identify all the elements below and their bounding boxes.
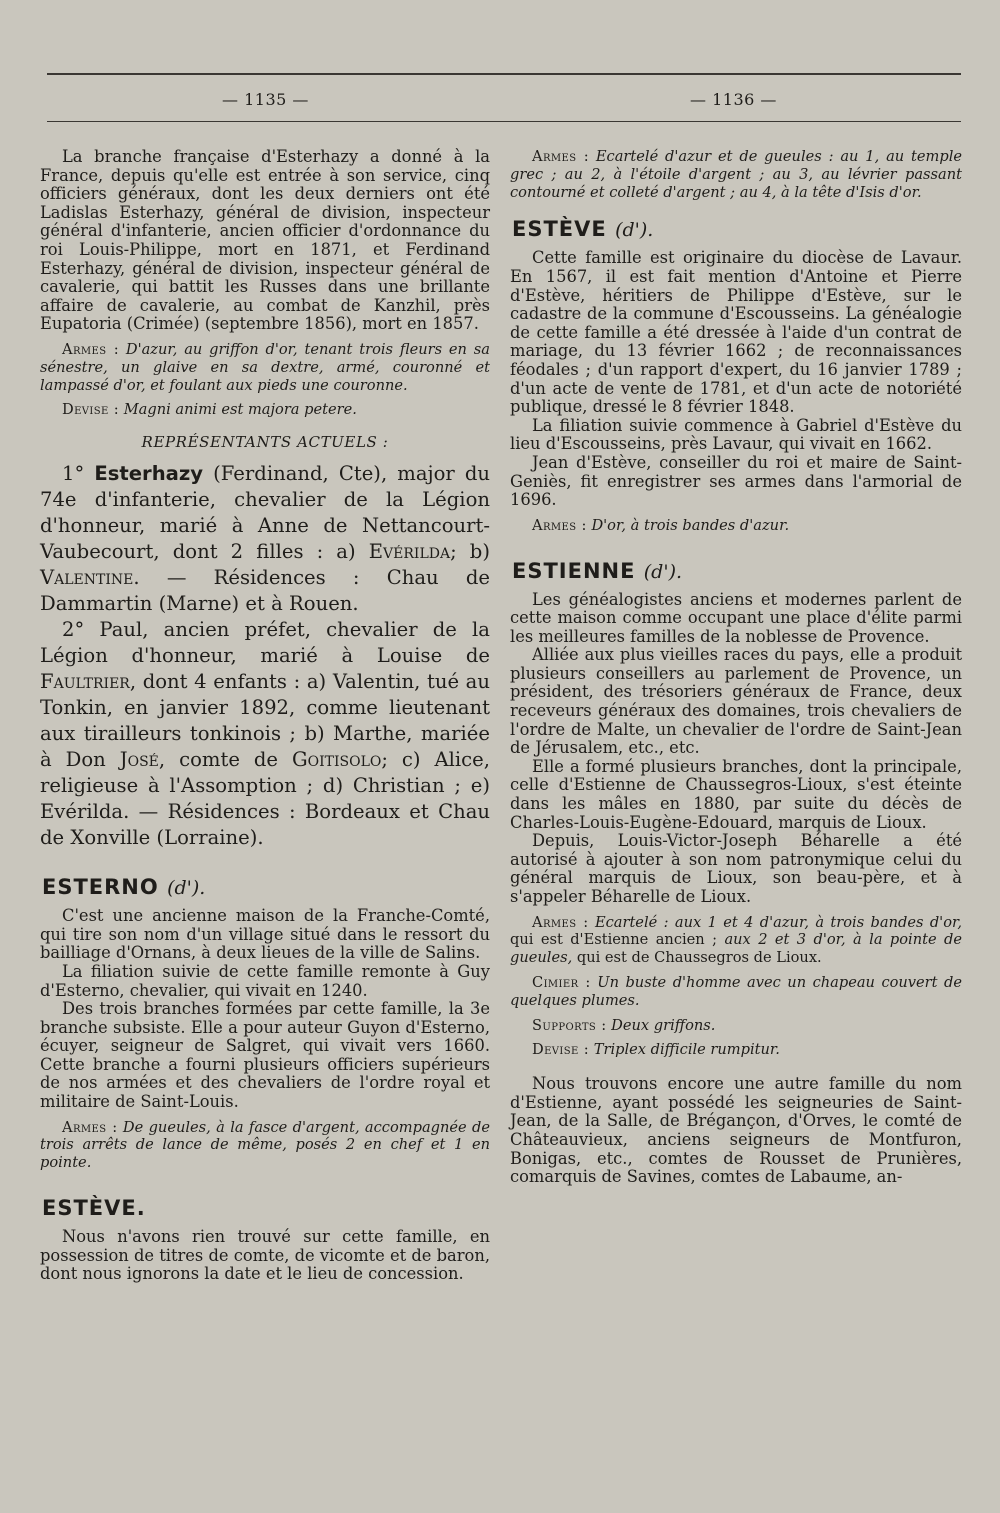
esterno-armes-label: Armes : (62, 1118, 118, 1136)
esteve-paragraph: Nous n'avons rien trouvé sur cette famille, en possession de titres de comte, de vicomte et de baron, dont nous ignorons la date et le lieu de concession. (40, 1227, 490, 1284)
rep1-child-2: Valentine. (40, 566, 140, 590)
supports-text: Deux griffons. (611, 1016, 716, 1034)
esteve-d-paragraph-2: La filiation suivie commence à Gabriel d'Estève du lieu d'Escousseins, près Lavaur, qui vivait en 1662. (510, 415, 962, 454)
estienne-paragraph-1: Les généalogistes anciens et modernes parlent de cette maison comme occupant une place d'élite parmi les meilleures familles de la noblesse de Provence. (510, 589, 962, 646)
estienne-particle: (d'). (643, 560, 683, 583)
rep2-text-d: ; c) Alice, religieuse à l'Assomption ; d) Christian ; e) Evérilda. — Résidences : Bordeaux et Chau de Xonville (Lorraine). (40, 748, 490, 850)
estienne-final-paragraph: Nous trouvons encore une autre famille du nom d'Estienne, ayant possédé les seigneuries de Saint-Jean, de la Salle, de Brégançon, d'Orves, le comté de Châteauvieux, anciens seigneurs de Montfuron, Bonigas, etc., comtes de Rousset de Prunières, comarquis de Savines, comtes de Labaume, an- (510, 1074, 962, 1187)
page-number-left: — 1135 — (222, 90, 309, 109)
esterno-heading (42, 875, 490, 899)
rep2-sc-2: José, (119, 748, 166, 772)
esteve-d-armes (510, 517, 962, 535)
header-rule-bottom (47, 121, 961, 122)
esterno-armes-text: De gueules, à la fasce d'argent, accompagnée de trois arrêts de lance de même, posés 2 en chef et 1 en pointe. (40, 1118, 490, 1172)
esterno-title: ESTERNO (42, 875, 159, 900)
devise-label: Devise : (62, 401, 120, 419)
esteve-d-paragraph-3: Jean d'Estève, conseiller du roi et maire de Saint-Geniès, fit enregistrer ses armes dans l'armorial de 1696. (510, 452, 962, 510)
representants-heading: REPRÉSENTANTS ACTUELS : (141, 433, 389, 452)
right-top-armes (510, 148, 962, 201)
esteve-d-heading (512, 217, 962, 241)
esterno-paragraph-1: C'est une ancienne maison de la Franche-Comté, qui tire son nom d'un village situé dans le ressort du bailliage d'Ornans, à deux lieues de la ville de Salins. (40, 906, 490, 963)
right-armes-text: Ecartelé d'azur et de gueules : au 1, au temple grec ; au 2, à l'étoile d'argent ; au 3, au lévrier passant contourné et colleté d'argent ; au 4, à la tête d'Isis d'or. (510, 148, 962, 201)
esterhazy-armes (40, 341, 490, 394)
estienne-armes-d: qui est de Chaussegros de Lioux. (576, 949, 822, 967)
supports-label: Supports : (532, 1016, 607, 1034)
devise-text: Magni animi est majora petere. (123, 401, 357, 419)
left-column (40, 148, 490, 1284)
estienne-supports (510, 1017, 962, 1035)
armes-text: D'azur, au griffon d'or, tenant trois fleurs en sa sénestre, un glaive en sa dextre, armé, couronné et lampassé d'or, et foulant aux pieds une couronne. (40, 340, 490, 394)
esterno-particle: (d'). (167, 877, 206, 900)
rep1-paren: (Ferdinand, Cte), (213, 462, 388, 486)
rep1-child-1: Evérilda (368, 540, 451, 564)
representant-1 (40, 461, 490, 617)
estienne-paragraph-3: Elle a formé plusieurs branches, dont la principale, celle d'Estienne de Chaussegros-Lioux, s'est éteinte dans les mâles en 1880, par suite du décès de Charles-Louis-Eugène-Edouard, marquis de Lioux. (510, 756, 962, 832)
representant-2 (40, 617, 490, 851)
estienne-armes-b: qui est d'Estienne ancien ; (510, 931, 718, 949)
rep2-sc-1: Faultrier, (40, 670, 137, 694)
esteve-d-armes-text: D'or, à trois bandes d'azur. (591, 516, 790, 534)
rep2-sc-3: Goitisolo (291, 748, 382, 772)
estienne-armes-label: Armes : (532, 913, 589, 931)
esteve-d-paragraph-1: Cette famille est originaire du diocèse de Lavaur. En 1567, il est fait mention d'Antoine et Pierre d'Estève, héritiers de Philippe d'Estève, sur le cadastre de la commune d'Escousseins. La généalogie de cette famille a été dressée à l'aide d'un contrat de mariage, du 13 février 1662 ; de reconnaissances féodales ; d'un rapport d'expert, du 16 janvier 1789 ; d'un acte de vente de 1781, et d'un acte de notoriété publique, dressé le 8 février 1848. (510, 248, 962, 417)
esteve-d-armes-label: Armes : (532, 516, 587, 534)
right-column (510, 148, 962, 1187)
rep1-number: 1° (62, 462, 85, 486)
estienne-heading (512, 559, 962, 583)
estienne-title: ESTIENNE (512, 558, 636, 583)
rep2-text-a: 2° Paul, ancien préfet, chevalier de la Légion d'honneur, marié à Louise de (40, 618, 490, 668)
rep2-text-b: dont 4 enfants : a) Valentin, tué au Tonkin, en janvier 1892, comme lieutenant aux tirailleurs tonkinois ; b) Marthe, mariée à Don (40, 670, 490, 772)
armes-label: Armes : (62, 340, 120, 358)
esteve-heading: ESTÈVE. (42, 1196, 146, 1221)
page-number-right: — 1136 — (690, 90, 777, 109)
esterhazy-intro-paragraph: La branche française d'Esterhazy a donné à la France, depuis qu'elle est entrée à son service, cinq officiers généraux, dont les deux derniers ont été Ladislas Esterhazy, général de division, inspecteur général d'infanterie, ancien officier d'ordonnance du roi Louis-Philippe, mort en 1871, et Ferdinand Esterhazy, général de division, inspecteur général de cavalerie, qui battit les Russes dans une brillante affaire de cavalerie, au combat de Kanzhil, près Eupatoria (Crimée) (septembre 1856), mort en 1857. (40, 147, 490, 334)
esterhazy-devise (40, 401, 490, 419)
cimier-text: Un buste d'homme avec un chapeau couvert de quelques plumes. (510, 973, 962, 1009)
esterno-paragraph-3: Des trois branches formées par cette famille, la 3e branche subsiste. Elle a pour auteur Guyon d'Esterno, écuyer, seigneur de Salgret, qui vivait vers 1660. Cette branche a fourni plusieurs officiers supérieurs de nos armées et des chevaliers de l'ordre royal et militaire de Saint-Louis. (40, 999, 490, 1112)
rep1-text-a: major du 74e d'infanterie, chevalier de la Légion d'honneur, marié à Anne de Nettancourt-Vaubecourt, dont 2 filles : a) (40, 462, 490, 564)
estienne-armes-a: Ecartelé : aux 1 et 4 d'azur, à trois bandes d'or, (594, 913, 962, 931)
esteve-d-particle: (d'). (615, 219, 654, 242)
rep1-text-b: ; b) (450, 540, 490, 564)
estienne-devise-text: Triplex difficile rumpitur. (593, 1041, 780, 1059)
esterno-paragraph-2: La filiation suivie de cette famille remonte à Guy d'Esterno, chevalier, qui vivait en 1240. (40, 961, 490, 1000)
estienne-armes-c: aux 2 et 3 d'or, à la pointe de gueules, (510, 931, 963, 967)
rep2-text-c: comte de (179, 748, 279, 772)
header-rule-top (47, 73, 961, 75)
rep1-text-c: — Résidences : Chau de Dammartin (Marne) et à Rouen. (40, 566, 491, 616)
estienne-cimier (510, 974, 962, 1010)
estienne-paragraph-4: Depuis, Louis-Victor-Joseph Béharelle a été autorisé à ajouter à son nom patronymique celui du général marquis de Lioux, son beau-père, et à s'appeler Béharelle de Lioux. (510, 831, 962, 906)
estienne-armes (510, 914, 962, 967)
esteve-d-title: ESTÈVE (512, 217, 607, 242)
right-armes-label: Armes : (532, 148, 590, 165)
estienne-devise-label: Devise : (532, 1041, 590, 1059)
esterno-armes (40, 1119, 490, 1172)
rep1-name: Esterhazy (94, 462, 204, 486)
cimier-label: Cimier : (532, 973, 591, 991)
estienne-devise (510, 1041, 962, 1059)
estienne-paragraph-2: Alliée aux plus vieilles races du pays, elle a produit plusieurs conseillers au parlement de Provence, un président, des trésoriers généraux de France, deux receveurs généraux des domaines, trois chevaliers de l'ordre de Malte, un chevalier de l'ordre de Saint-Jean de Jérusalem, etc., etc. (510, 645, 962, 758)
